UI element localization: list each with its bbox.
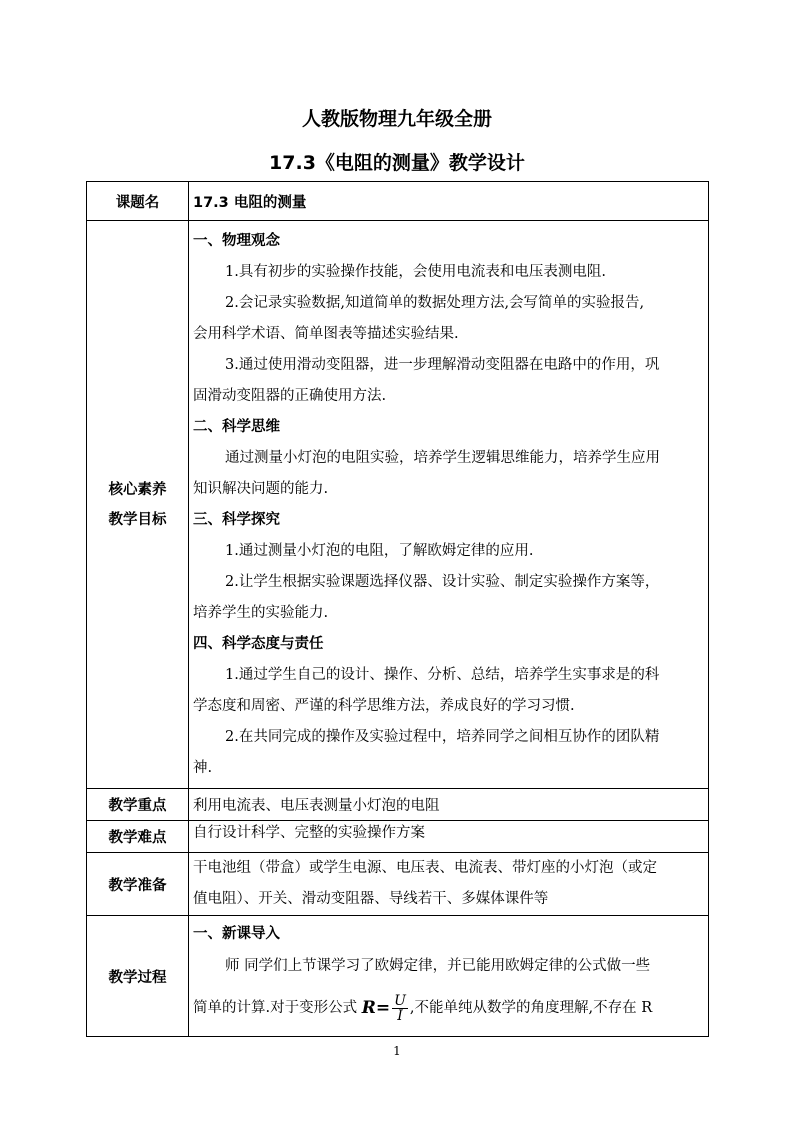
goal-text: 通过测量小灯泡的电阻实验，培养学生逻辑思维能力，培养学生应用 bbox=[225, 450, 660, 466]
process-heading: 一、新课导入 bbox=[193, 926, 280, 942]
row-preparation bbox=[87, 853, 709, 916]
process-text-after: ,不能单纯从数学的角度理解,不存在 R bbox=[409, 1000, 653, 1016]
process-line: 师 同学们上节课学习了欧姆定律，并已能用欧姆定律的公式做一些 bbox=[225, 958, 651, 974]
goal-text: 会用科学术语、简单图表等描述实验结果. bbox=[193, 326, 459, 342]
page-number: 1 bbox=[393, 1044, 401, 1058]
doc-title-line1: 人教版物理九年级全册 bbox=[301, 108, 492, 130]
label-goals-line1: 核心素养 bbox=[108, 481, 167, 498]
goal-text: 1.通过测量小灯泡的电阻，了解欧姆定律的应用. bbox=[225, 543, 534, 559]
preparation-line: 干电池组（带盒）或学生电源、电压表、电流表、带灯座的小灯泡（或定 bbox=[193, 860, 657, 876]
process-content bbox=[189, 916, 709, 1037]
goal-text: 神. bbox=[193, 760, 213, 776]
lesson-plan-table bbox=[86, 181, 709, 1037]
goal-text: 2.在共同完成的操作及实验过程中，培养同学之间相互协作的团队精 bbox=[225, 729, 660, 745]
row-topic bbox=[87, 182, 709, 221]
goal-text: 1.具有初步的实验操作技能，会使用电流表和电压表测电阻. bbox=[225, 264, 606, 280]
row-goals bbox=[87, 221, 709, 789]
formula-numerator: U bbox=[394, 992, 406, 1009]
label-goals bbox=[87, 221, 189, 789]
preparation-line: 值电阻）、开关、滑动变阻器、导线若干、多媒体课件等 bbox=[193, 891, 549, 907]
key-point-value: 利用电流表、电压表测量小灯泡的电阻 bbox=[189, 789, 709, 821]
goal-text: 3.通过使用滑动变阻器，进一步理解滑动变阻器在电路中的作用，巩 bbox=[225, 357, 660, 373]
preparation-content bbox=[189, 853, 709, 916]
row-difficulty bbox=[87, 821, 709, 853]
process-formula-line bbox=[193, 986, 704, 1030]
goal-text: 2.会记录实验数据,知道简单的数据处理方法,会写简单的实验报告, bbox=[225, 295, 645, 311]
goal-text: 2.让学生根据实验课题选择仪器、设计实验、制定实验操作方案等， bbox=[225, 574, 660, 590]
topic-value: 17.3 电阻的测量 bbox=[189, 182, 709, 221]
goal-text: 1.通过学生自己的设计、操作、分析、总结，培养学生实事求是的科 bbox=[225, 667, 660, 683]
goal-text: 培养学生的实验能力. bbox=[193, 605, 329, 621]
goal-heading-3: 三、科学探究 bbox=[193, 512, 280, 528]
row-key-point bbox=[87, 789, 709, 821]
doc-title-line2: 17.3《电阻的测量》教学设计 bbox=[269, 152, 525, 174]
formula-lhs: R bbox=[361, 998, 376, 1018]
formula-equals: = bbox=[375, 998, 391, 1018]
formula-fraction bbox=[392, 994, 408, 1023]
row-process bbox=[87, 916, 709, 1037]
goal-heading-4: 四、科学态度与责任 bbox=[193, 636, 324, 652]
process-text-before: 简单的计算.对于变形公式 bbox=[193, 1000, 358, 1016]
goal-heading-1: 一、物理观念 bbox=[193, 233, 280, 249]
label-key-point: 教学重点 bbox=[87, 789, 189, 821]
goal-text: 学态度和周密、严谨的科学思维方法，养成良好的学习习惯. bbox=[193, 698, 575, 714]
label-process: 教学过程 bbox=[87, 916, 189, 1037]
label-difficulty: 教学难点 bbox=[87, 821, 189, 853]
label-topic: 课题名 bbox=[87, 182, 189, 221]
goal-heading-2: 二、科学思维 bbox=[193, 419, 280, 435]
label-goals-line2: 教学目标 bbox=[108, 511, 167, 528]
label-preparation: 教学准备 bbox=[87, 853, 189, 916]
difficulty-value: 自行设计科学、完整的实验操作方案 bbox=[189, 821, 709, 853]
formula-denominator: I bbox=[397, 1007, 403, 1024]
goal-text: 固滑动变阻器的正确使用方法. bbox=[193, 388, 387, 404]
goal-text: 知识解决问题的能力. bbox=[193, 481, 329, 497]
goals-content bbox=[189, 221, 709, 789]
